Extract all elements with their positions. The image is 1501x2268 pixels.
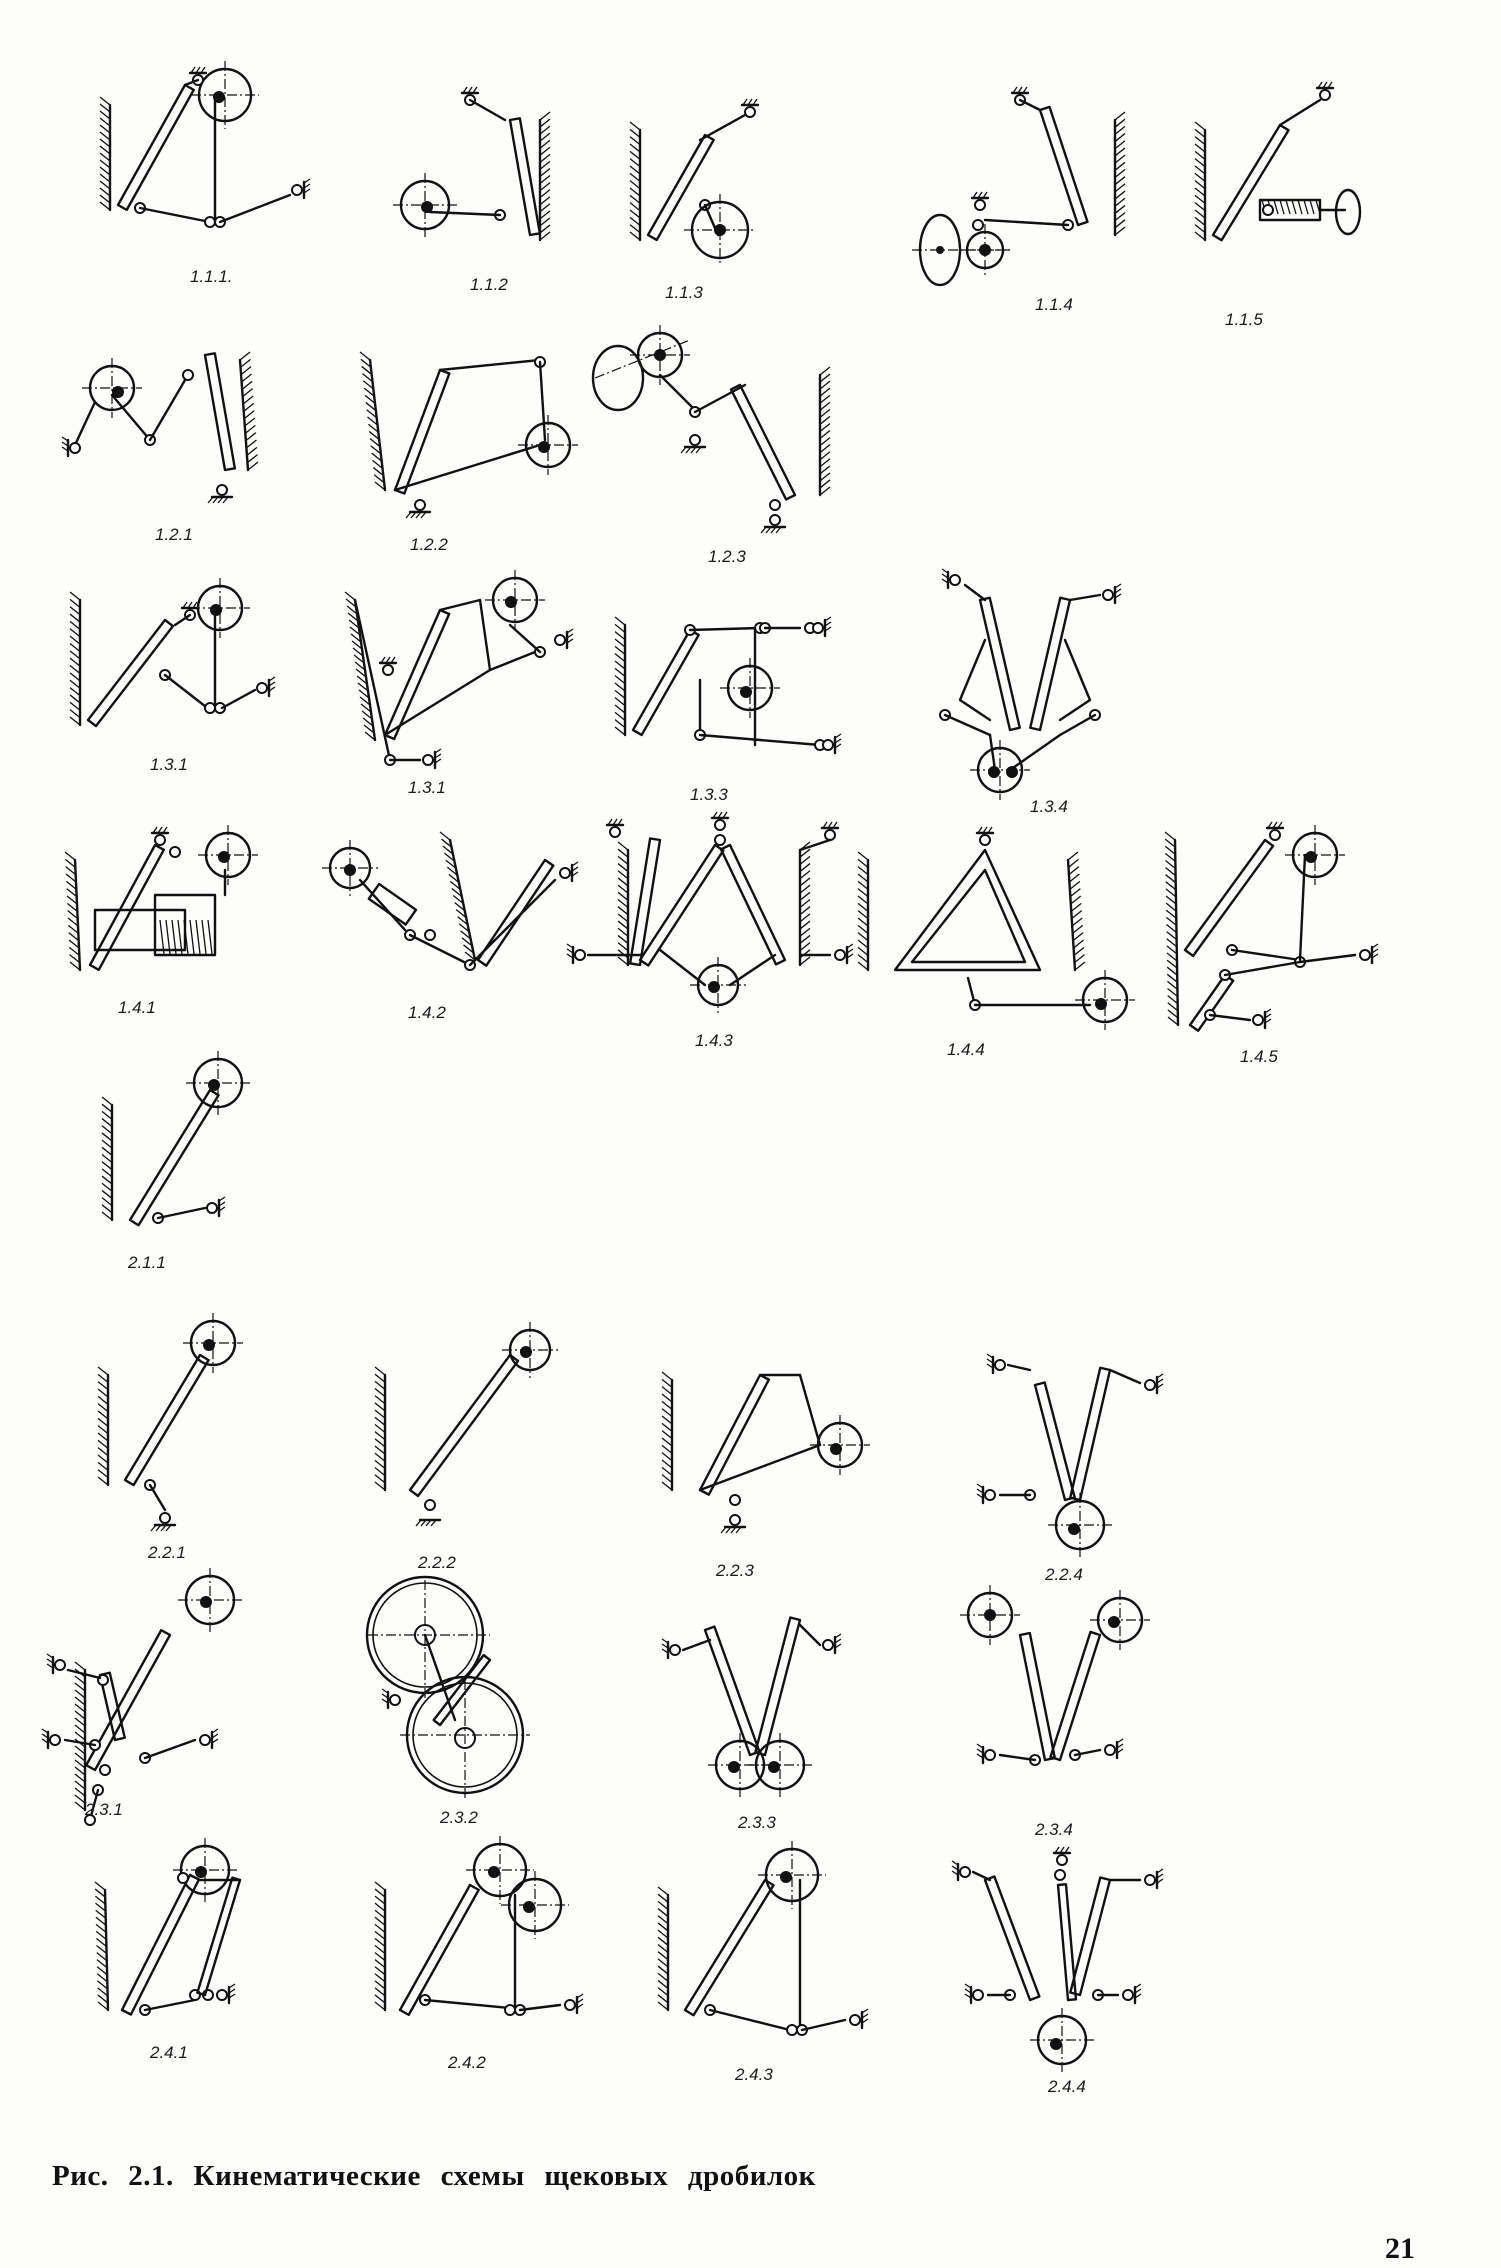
scheme-label: 1.1.2	[470, 275, 508, 294]
scheme-1-4-5	[1165, 822, 1378, 1031]
scheme-label: 1.3.4	[1030, 797, 1068, 816]
scheme-1-4-2	[322, 832, 578, 970]
scheme-label: 2.3.1	[85, 1800, 123, 1819]
scheme-1-1-4	[912, 87, 1125, 285]
scheme-label: 1.4.2	[408, 1003, 446, 1022]
scheme-2-3-3	[662, 1617, 841, 1797]
scheme-2-4-4	[952, 1847, 1163, 2072]
scheme-label: 2.4.2	[448, 2053, 486, 2072]
schemes-layer	[42, 61, 1378, 2072]
scheme-label: 1.2.1	[155, 525, 193, 544]
scheme-label: 1.3.1	[408, 778, 446, 797]
scheme-1-3-3	[615, 617, 841, 753]
scheme-2-2-2	[375, 1322, 558, 1526]
scheme-1-4-4	[858, 827, 1135, 1030]
scheme-label: 1.4.3	[695, 1031, 733, 1050]
scheme-label: 2.4.1	[150, 2043, 188, 2062]
scheme-label: 1.2.3	[708, 547, 746, 566]
scheme-2-2-3	[662, 1372, 870, 1533]
scheme-label: 2.2.2	[418, 1553, 456, 1572]
scheme-1-3-4	[940, 569, 1121, 800]
scheme-label: 2.3.2	[440, 1808, 478, 1827]
scheme-1-1-5	[1195, 82, 1360, 240]
scheme-label: 1.1.4	[1035, 295, 1073, 314]
scheme-1-2-3	[593, 325, 830, 533]
scheme-label: 2.1.1	[128, 1253, 166, 1272]
scheme-2-3-1	[42, 1568, 242, 1825]
scheme-2-3-2	[367, 1577, 530, 1800]
scheme-1-1-3	[630, 99, 758, 266]
scheme-label: 2.2.3	[716, 1561, 754, 1580]
scheme-2-2-1	[98, 1313, 243, 1531]
scheme-1-1-2	[393, 87, 550, 240]
scheme-label: 2.4.4	[1048, 2077, 1086, 2096]
scheme-label: 1.1.1.	[190, 267, 233, 286]
page-number: 21	[1385, 2232, 1415, 2265]
scheme-label: 1.3.1	[150, 755, 188, 774]
scheme-2-4-2	[375, 1836, 583, 2015]
scheme-label: 2.2.1	[148, 1543, 186, 1562]
scheme-label: 2.3.4	[1035, 1820, 1073, 1839]
scheme-label: 1.1.5	[1225, 310, 1263, 329]
scheme-2-3-4	[960, 1585, 1150, 1765]
scheme-2-2-4	[977, 1354, 1163, 1557]
scheme-1-4-1	[65, 825, 258, 970]
scheme-labels	[84, 267, 1278, 2096]
scheme-1-1-1	[100, 61, 310, 227]
scheme-2-4-3	[658, 1841, 868, 2035]
scheme-1-3-1	[70, 578, 275, 726]
scheme-label: 1.1.3	[665, 283, 703, 302]
scheme-label: 2.3.3	[738, 1813, 776, 1832]
scheme-label: 1.4.1	[118, 998, 156, 1017]
scheme-label: 1.2.2	[410, 535, 448, 554]
scheme-label: 1.4.5	[1240, 1047, 1278, 1066]
scheme-2-4-1	[95, 1838, 240, 2015]
scheme-1-2-2	[360, 352, 578, 518]
scheme-label: 2.2.4	[1045, 1565, 1083, 1584]
scheme-1-2-1	[62, 352, 258, 503]
scheme-1-4-3	[567, 812, 853, 1013]
figure-caption: Рис. 2.1. Кинематические схемы щековых дробилок	[52, 2160, 816, 2192]
scheme-2-1-1	[102, 1051, 250, 1225]
scheme-label: 2.4.3	[735, 2065, 773, 2084]
scheme-label: 1.3.3	[690, 785, 728, 804]
scheme-1-3-2	[345, 570, 573, 768]
scheme-label: 1.4.4	[947, 1040, 985, 1059]
